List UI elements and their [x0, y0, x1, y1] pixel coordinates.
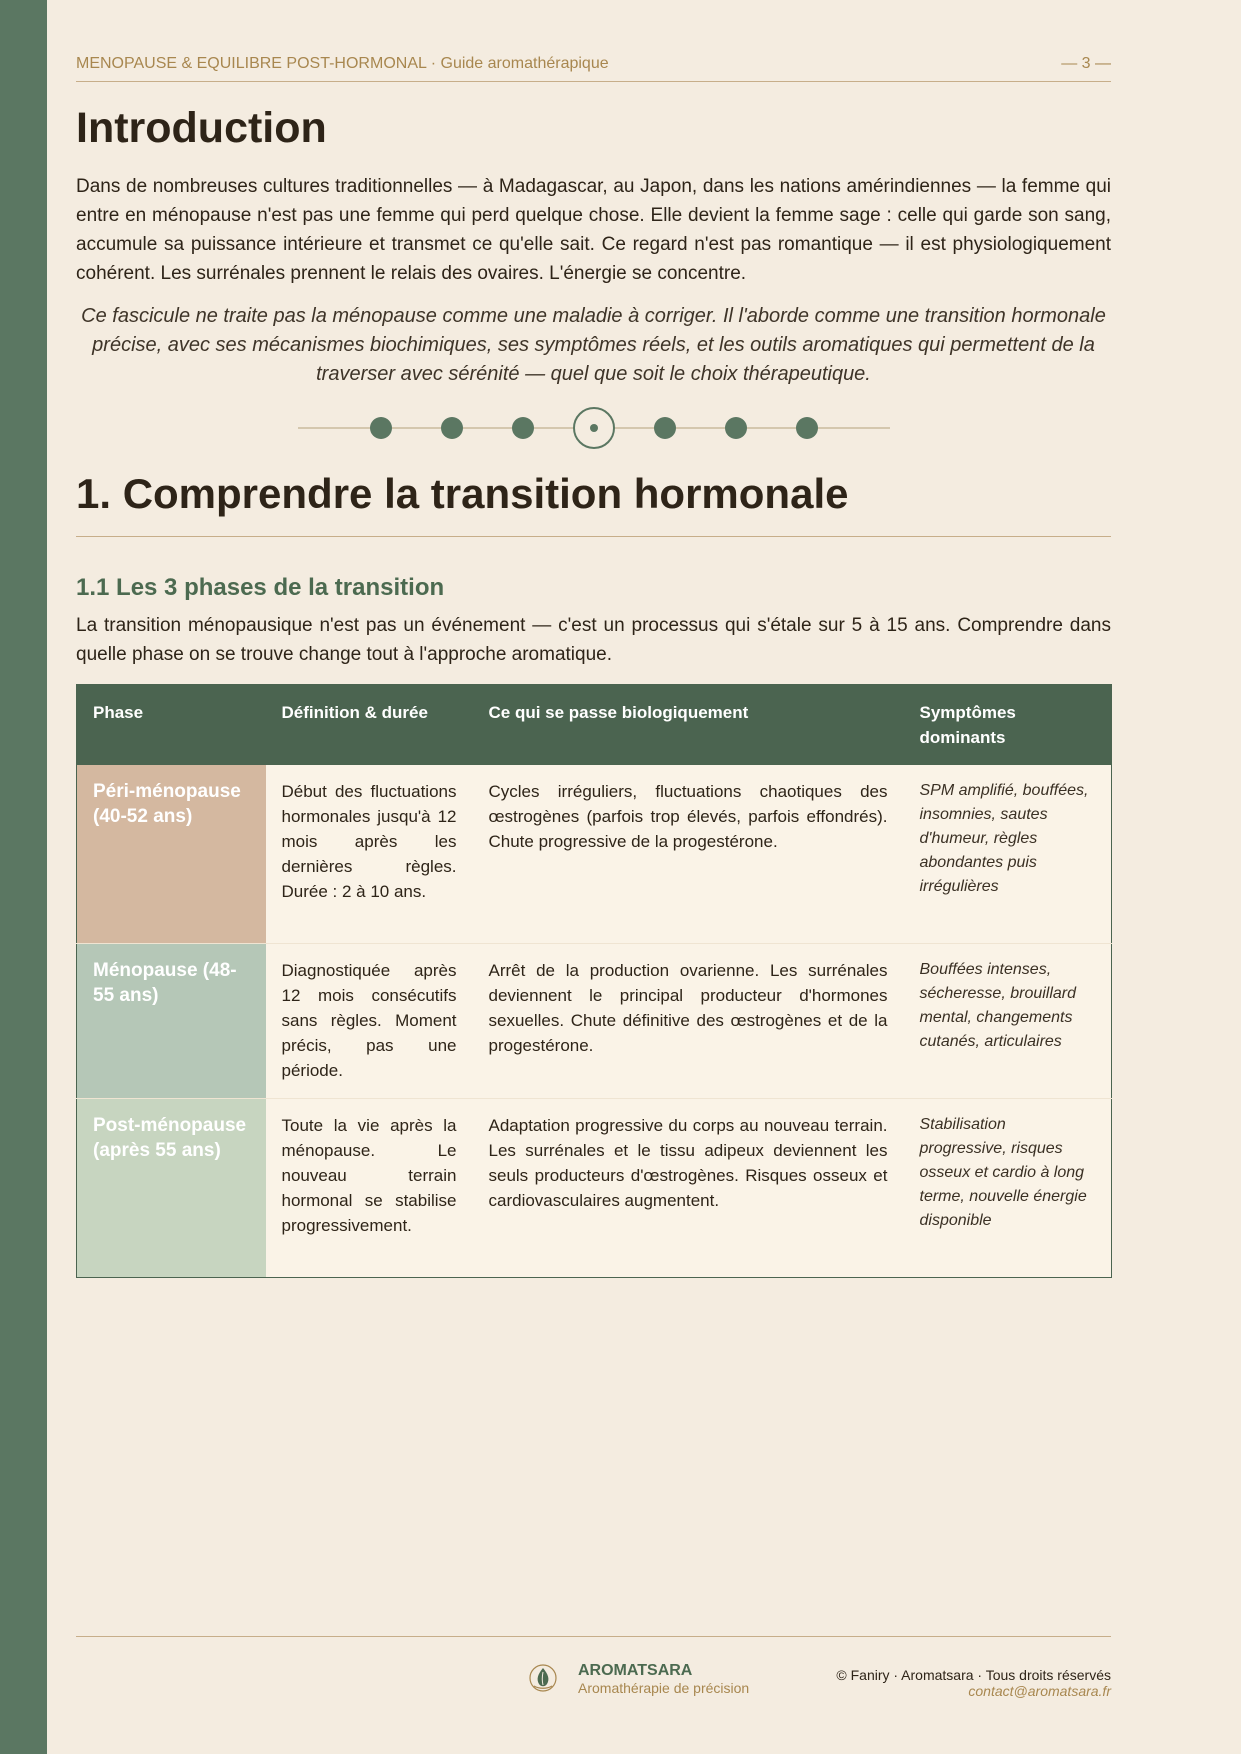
- page-number: — 3 —: [1061, 55, 1111, 72]
- subsection-title: 1.1 Les 3 phases de la transition: [76, 574, 445, 601]
- phases-table: [76, 684, 1112, 1278]
- ornamental-divider: [298, 406, 890, 450]
- column-header-biology: Ce qui se passe biologiquement: [473, 685, 904, 766]
- biology-cell: Arrêt de la production ovarienne. Les surrénales deviennent le principal producteur d'hormones sexuelles. Chute définitive des œstrogènes et de la progestérone.: [473, 944, 904, 1099]
- column-header-phase: Phase: [77, 685, 266, 766]
- table-row: [77, 765, 1112, 944]
- column-header-symptoms: Symptômes dominants: [904, 685, 1112, 766]
- section-rule: [76, 536, 1111, 537]
- brand-tagline: Aromathérapie de précision: [578, 1680, 750, 1696]
- running-title: MENOPAUSE & EQUILIBRE POST-HORMONAL · Guide aromathérapique: [76, 55, 609, 72]
- intro-quote: Ce fascicule ne traite pas la ménopause comme une maladie à corriger. Il l'aborde comme une transition hormonale précise, avec ses mécanismes biochimiques, ses symptômes réels, et les outils aromatiques qui permettent de la traverser avec sérénité — quel que soit le choix thérapeutique.: [81, 305, 1106, 385]
- phase-cell: Péri-ménopause (40-52 ans): [77, 765, 266, 944]
- section-title: 1. Comprendre la transition hormonale: [76, 470, 849, 517]
- symptoms-cell: Bouffées intenses, sécheresse, brouillard mental, changements cutanés, articulaires: [904, 944, 1112, 1099]
- definition-cell: Diagnostiquée après 12 mois consécutifs sans règles. Moment précis, pas une période.: [266, 944, 473, 1099]
- definition-cell: Début des fluctuations hormonales jusqu'à 12 mois après les dernières règles. Durée : 2 à 10 ans.: [266, 765, 473, 944]
- symptoms-cell: SPM amplifié, bouffées, insomnies, sautes d'humeur, règles abondantes puis irrégulières: [904, 765, 1112, 944]
- footer-brand: [527, 1662, 749, 1696]
- brand-name: AROMATSARA: [578, 1662, 693, 1679]
- phase-cell: Ménopause (48-55 ans): [77, 944, 266, 1099]
- table-row: [77, 944, 1112, 1099]
- side-accent-bar: [0, 0, 47, 1754]
- table-row: [77, 1099, 1112, 1278]
- subsection-paragraph: La transition ménopausique n'est pas un événement — c'est un processus qui s'étale sur 5 à 15 ans. Comprendre dans quelle phase on se trouve change tout à l'approche aromatique.: [76, 615, 1111, 665]
- copyright-text: © Faniry · Aromatsara · Tous droits réservés: [836, 1667, 1111, 1683]
- table-header-row: [77, 685, 1112, 766]
- column-header-definition: Définition & durée: [266, 685, 473, 766]
- biology-cell: Cycles irréguliers, fluctuations chaotiques des œstrogènes (parfois trop élevés, parfois effondrés). Chute progressive de la progestérone.: [473, 765, 904, 944]
- symptoms-cell: Stabilisation progressive, risques osseux et cardio à long terme, nouvelle énergie disponible: [904, 1099, 1112, 1278]
- definition-cell: Toute la vie après la ménopause. Le nouveau terrain hormonal se stabilise progressivement.: [266, 1099, 473, 1278]
- contact-email: contact@aromatsara.fr: [968, 1683, 1111, 1699]
- footer-rule: [76, 1636, 1111, 1637]
- leaf-drop-logo-icon: [527, 1662, 559, 1694]
- intro-paragraph: Dans de nombreuses cultures traditionnelles — à Madagascar, au Japon, dans les nations amérindiennes — la femme qui entre en ménopause n'est pas une femme qui perd quelque chose. Elle devient la femme sage : celle qui garde son sang, accumule sa puissance intérieure et transmet ce qu'elle sait. Ce regard n'est pas romantique — il est physiologiquement cohérent. Les surrénales prennent le relais des ovaires. L'énergie se concentre.: [76, 176, 1111, 284]
- intro-title: Introduction: [76, 104, 327, 152]
- phase-cell: Post-ménopause (après 55 ans): [77, 1099, 266, 1278]
- header-rule: [76, 81, 1111, 82]
- running-header: [76, 55, 1111, 73]
- biology-cell: Adaptation progressive du corps au nouveau terrain. Les surrénales et le tissu adipeux deviennent les seuls producteurs d'œstrogènes. Risques osseux et cardiovasculaires augmentent.: [473, 1099, 904, 1278]
- footer-credits: [836, 1667, 1111, 1699]
